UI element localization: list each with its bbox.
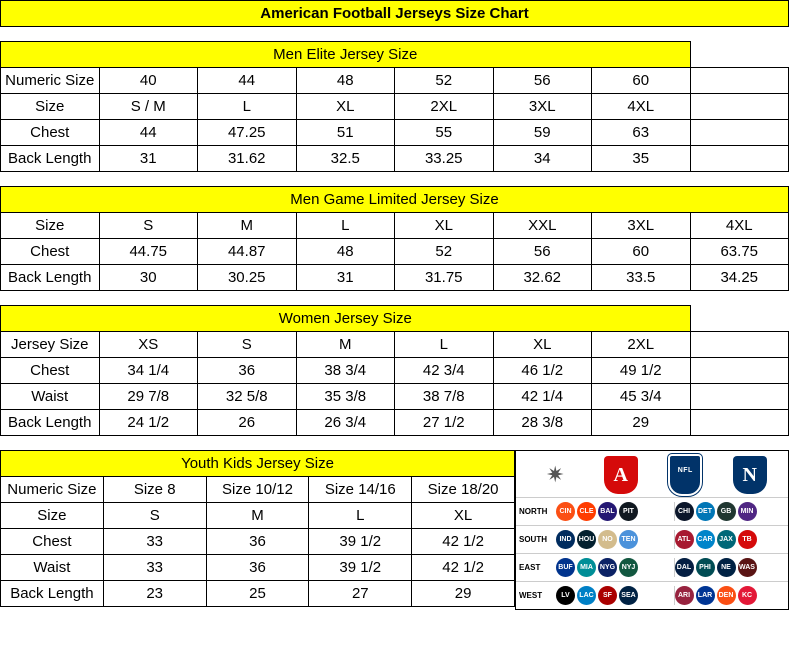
size-table xyxy=(0,186,789,291)
cell-value: 47.25 xyxy=(198,120,297,146)
cell-value: XL xyxy=(296,94,395,120)
division-label: SOUTH xyxy=(519,535,547,544)
section-heading-row xyxy=(1,42,789,68)
team-logo-icon: NYG xyxy=(598,558,617,577)
section-heading: Men Game Limited Jersey Size xyxy=(1,187,789,213)
table-row xyxy=(1,120,789,146)
team-logo-icon: MIA xyxy=(577,558,596,577)
table-row xyxy=(1,265,789,291)
league-logos-row xyxy=(516,451,788,497)
cell-value: L xyxy=(309,503,412,529)
cell-value: 3XL xyxy=(592,213,691,239)
team-logo-icon: BAL xyxy=(598,502,617,521)
afc-logo: A xyxy=(604,456,638,494)
cell-value: XS xyxy=(99,332,198,358)
cell-value: 34 1/4 xyxy=(99,358,198,384)
cell-value: 42 3/4 xyxy=(395,358,494,384)
table-row xyxy=(1,68,789,94)
spacer xyxy=(0,27,789,41)
row-label: Size xyxy=(1,503,104,529)
table-row xyxy=(1,146,789,172)
section-heading: Youth Kids Jersey Size xyxy=(1,451,515,477)
cell-value: 26 xyxy=(198,410,297,436)
row-label: Back Length xyxy=(1,410,100,436)
cell-value: 34.25 xyxy=(690,265,789,291)
cell-value: 55 xyxy=(395,120,494,146)
row-label: Back Length xyxy=(1,265,100,291)
bottom-area xyxy=(0,450,789,610)
chart-title-row xyxy=(1,1,789,27)
team-logo-icon: DAL xyxy=(675,558,694,577)
table-row xyxy=(1,358,789,384)
cell-value: Size 18/20 xyxy=(412,477,515,503)
team-logo-icon: ARI xyxy=(675,586,694,605)
cell-value: 42 1/2 xyxy=(412,555,515,581)
team-logo-icon: CHI xyxy=(675,502,694,521)
cell-value: 31 xyxy=(296,265,395,291)
cell-value: 52 xyxy=(395,68,494,94)
team-logo-icon: KC xyxy=(738,586,757,605)
cell-value: 56 xyxy=(493,239,592,265)
cell-value: 52 xyxy=(395,239,494,265)
cell-value: 39 1/2 xyxy=(309,529,412,555)
cell-value: S xyxy=(198,332,297,358)
nfl-teams-panel xyxy=(515,450,789,610)
cell-value: Size 8 xyxy=(103,477,206,503)
cell-value: 25 xyxy=(206,581,309,607)
nfl-star-logo: ✷ xyxy=(546,462,565,487)
table-row xyxy=(1,555,515,581)
cell-value: 32 5/8 xyxy=(198,384,297,410)
table-row xyxy=(1,213,789,239)
team-logo-group xyxy=(675,586,789,605)
team-logo-icon: CLE xyxy=(577,502,596,521)
cell-value: 51 xyxy=(296,120,395,146)
team-logo-icon: GB xyxy=(717,502,736,521)
cell-value: 56 xyxy=(493,68,592,94)
team-logo-icon: JAX xyxy=(717,530,736,549)
cell-value: 33 xyxy=(103,529,206,555)
cell-value: 36 xyxy=(198,358,297,384)
team-logo-group xyxy=(675,502,789,521)
empty-cell xyxy=(690,120,789,146)
team-logo-icon: TEN xyxy=(619,530,638,549)
cell-value: 44 xyxy=(99,120,198,146)
cell-value: 4XL xyxy=(592,94,691,120)
cell-value: XL xyxy=(412,503,515,529)
cell-value: 33 xyxy=(103,555,206,581)
table-row xyxy=(1,581,515,607)
empty-cell xyxy=(690,384,789,410)
team-logo-group xyxy=(556,502,675,521)
row-label: Chest xyxy=(1,120,100,146)
team-logo-icon: TB xyxy=(738,530,757,549)
spacer xyxy=(0,436,789,450)
empty-cell xyxy=(690,94,789,120)
division-label: EAST xyxy=(519,563,541,572)
cell-value: 3XL xyxy=(493,94,592,120)
cell-value: 36 xyxy=(206,555,309,581)
cell-value: 23 xyxy=(103,581,206,607)
cell-value: 36 xyxy=(206,529,309,555)
cell-value: 46 1/2 xyxy=(493,358,592,384)
cell-value: 24 1/2 xyxy=(99,410,198,436)
team-logo-icon: SF xyxy=(598,586,617,605)
cell-value: 4XL xyxy=(690,213,789,239)
row-label: Numeric Size xyxy=(1,68,100,94)
empty-cell xyxy=(690,410,789,436)
table-row xyxy=(1,529,515,555)
team-logo-icon: PIT xyxy=(619,502,638,521)
table-row xyxy=(1,332,789,358)
team-logo-icon: NYJ xyxy=(619,558,638,577)
cell-value: 44.75 xyxy=(99,239,198,265)
cell-value: 48 xyxy=(296,68,395,94)
empty-cell xyxy=(690,146,789,172)
cell-value: 29 7/8 xyxy=(99,384,198,410)
cell-value: 28 3/8 xyxy=(493,410,592,436)
cell-value: 63 xyxy=(592,120,691,146)
division-row xyxy=(516,581,788,609)
cell-value: 40 xyxy=(99,68,198,94)
cell-value: 44.87 xyxy=(198,239,297,265)
section-heading-row xyxy=(1,306,789,332)
cell-value: S xyxy=(103,503,206,529)
cell-value: 44 xyxy=(198,68,297,94)
row-label: Numeric Size xyxy=(1,477,104,503)
row-label: Size xyxy=(1,94,100,120)
cell-value: 35 3/8 xyxy=(296,384,395,410)
cell-value: 31 xyxy=(99,146,198,172)
table-row xyxy=(1,477,515,503)
cell-value: L xyxy=(198,94,297,120)
team-logo-group xyxy=(675,558,789,577)
cell-value: 35 xyxy=(592,146,691,172)
section-heading-row xyxy=(1,451,515,477)
division-row xyxy=(516,553,788,581)
section-heading: Women Jersey Size xyxy=(1,306,691,332)
sections-host xyxy=(0,27,789,436)
empty-cell xyxy=(690,68,789,94)
row-label: Size xyxy=(1,213,100,239)
cell-value: 39 1/2 xyxy=(309,555,412,581)
table-row xyxy=(1,384,789,410)
page-title: American Football Jerseys Size Chart xyxy=(1,1,789,27)
team-logo-icon: SEA xyxy=(619,586,638,605)
cell-value: 60 xyxy=(592,239,691,265)
cell-value: 42 1/2 xyxy=(412,529,515,555)
cell-value: 32.5 xyxy=(296,146,395,172)
cell-value: M xyxy=(296,332,395,358)
team-logo-group xyxy=(556,586,675,605)
cell-value: 2XL xyxy=(592,332,691,358)
cell-value: 29 xyxy=(592,410,691,436)
cell-value: 60 xyxy=(592,68,691,94)
cell-value: 29 xyxy=(412,581,515,607)
division-label: WEST xyxy=(519,591,543,600)
cell-value: 27 xyxy=(309,581,412,607)
row-label: Back Length xyxy=(1,146,100,172)
cell-value: 42 1/4 xyxy=(493,384,592,410)
division-row xyxy=(516,497,788,525)
row-label: Waist xyxy=(1,384,100,410)
team-logo-icon: CIN xyxy=(556,502,575,521)
cell-value: 32.62 xyxy=(493,265,592,291)
row-label: Waist xyxy=(1,555,104,581)
team-logo-icon: LV xyxy=(556,586,575,605)
cell-value: 48 xyxy=(296,239,395,265)
team-logo-icon: PHI xyxy=(696,558,715,577)
nfc-logo: N xyxy=(733,456,767,494)
cell-value: 34 xyxy=(493,146,592,172)
spacer xyxy=(0,172,789,186)
divisions-host xyxy=(516,497,788,609)
table-row xyxy=(1,239,789,265)
cell-value: 2XL xyxy=(395,94,494,120)
team-logo-icon: NO xyxy=(598,530,617,549)
spacer xyxy=(0,291,789,305)
cell-value: XXL xyxy=(493,213,592,239)
cell-value: 30.25 xyxy=(198,265,297,291)
cell-value: 33.25 xyxy=(395,146,494,172)
team-logo-icon: MIN xyxy=(738,502,757,521)
cell-value: 59 xyxy=(493,120,592,146)
cell-value: Size 10/12 xyxy=(206,477,309,503)
team-logo-icon: CAR xyxy=(696,530,715,549)
section-heading: Men Elite Jersey Size xyxy=(1,42,691,68)
nfl-shield-logo xyxy=(668,454,702,496)
empty-cell xyxy=(690,332,789,358)
row-label: Chest xyxy=(1,358,100,384)
section-heading-row xyxy=(1,187,789,213)
cell-value: Size 14/16 xyxy=(309,477,412,503)
team-logo-icon: DEN xyxy=(717,586,736,605)
row-label: Chest xyxy=(1,239,100,265)
team-logo-icon: BUF xyxy=(556,558,575,577)
row-label: Jersey Size xyxy=(1,332,100,358)
row-label: Chest xyxy=(1,529,104,555)
size-table xyxy=(0,305,789,436)
team-logo-group xyxy=(556,558,675,577)
table-row xyxy=(1,410,789,436)
team-logo-icon: DET xyxy=(696,502,715,521)
team-logo-icon: ATL xyxy=(675,530,694,549)
cell-value: 31.62 xyxy=(198,146,297,172)
cell-value: M xyxy=(206,503,309,529)
team-logo-icon: LAC xyxy=(577,586,596,605)
team-logo-icon: WAS xyxy=(738,558,757,577)
cell-value: 30 xyxy=(99,265,198,291)
team-logo-group xyxy=(556,530,675,549)
title-table xyxy=(0,0,789,27)
table-row xyxy=(1,503,515,529)
cell-value: 33.5 xyxy=(592,265,691,291)
team-logo-group xyxy=(675,530,789,549)
row-label: Back Length xyxy=(1,581,104,607)
cell-value: M xyxy=(198,213,297,239)
youth-table xyxy=(0,450,515,607)
cell-value: 49 1/2 xyxy=(592,358,691,384)
cell-value: 45 3/4 xyxy=(592,384,691,410)
youth-table-wrap xyxy=(0,450,515,610)
division-row xyxy=(516,525,788,553)
size-table xyxy=(0,41,789,172)
cell-value: L xyxy=(395,332,494,358)
cell-value: 31.75 xyxy=(395,265,494,291)
cell-value: S / M xyxy=(99,94,198,120)
team-logo-icon: NE xyxy=(717,558,736,577)
team-logo-icon: IND xyxy=(556,530,575,549)
cell-value: XL xyxy=(493,332,592,358)
cell-value: 27 1/2 xyxy=(395,410,494,436)
cell-value: L xyxy=(296,213,395,239)
team-logo-icon: HOU xyxy=(577,530,596,549)
team-logo-icon: LAR xyxy=(696,586,715,605)
cell-value: 63.75 xyxy=(690,239,789,265)
table-row xyxy=(1,94,789,120)
division-label: NORTH xyxy=(519,507,548,516)
empty-cell xyxy=(690,358,789,384)
cell-value: S xyxy=(99,213,198,239)
cell-value: 38 3/4 xyxy=(296,358,395,384)
cell-value: 38 7/8 xyxy=(395,384,494,410)
cell-value: XL xyxy=(395,213,494,239)
cell-value: 26 3/4 xyxy=(296,410,395,436)
